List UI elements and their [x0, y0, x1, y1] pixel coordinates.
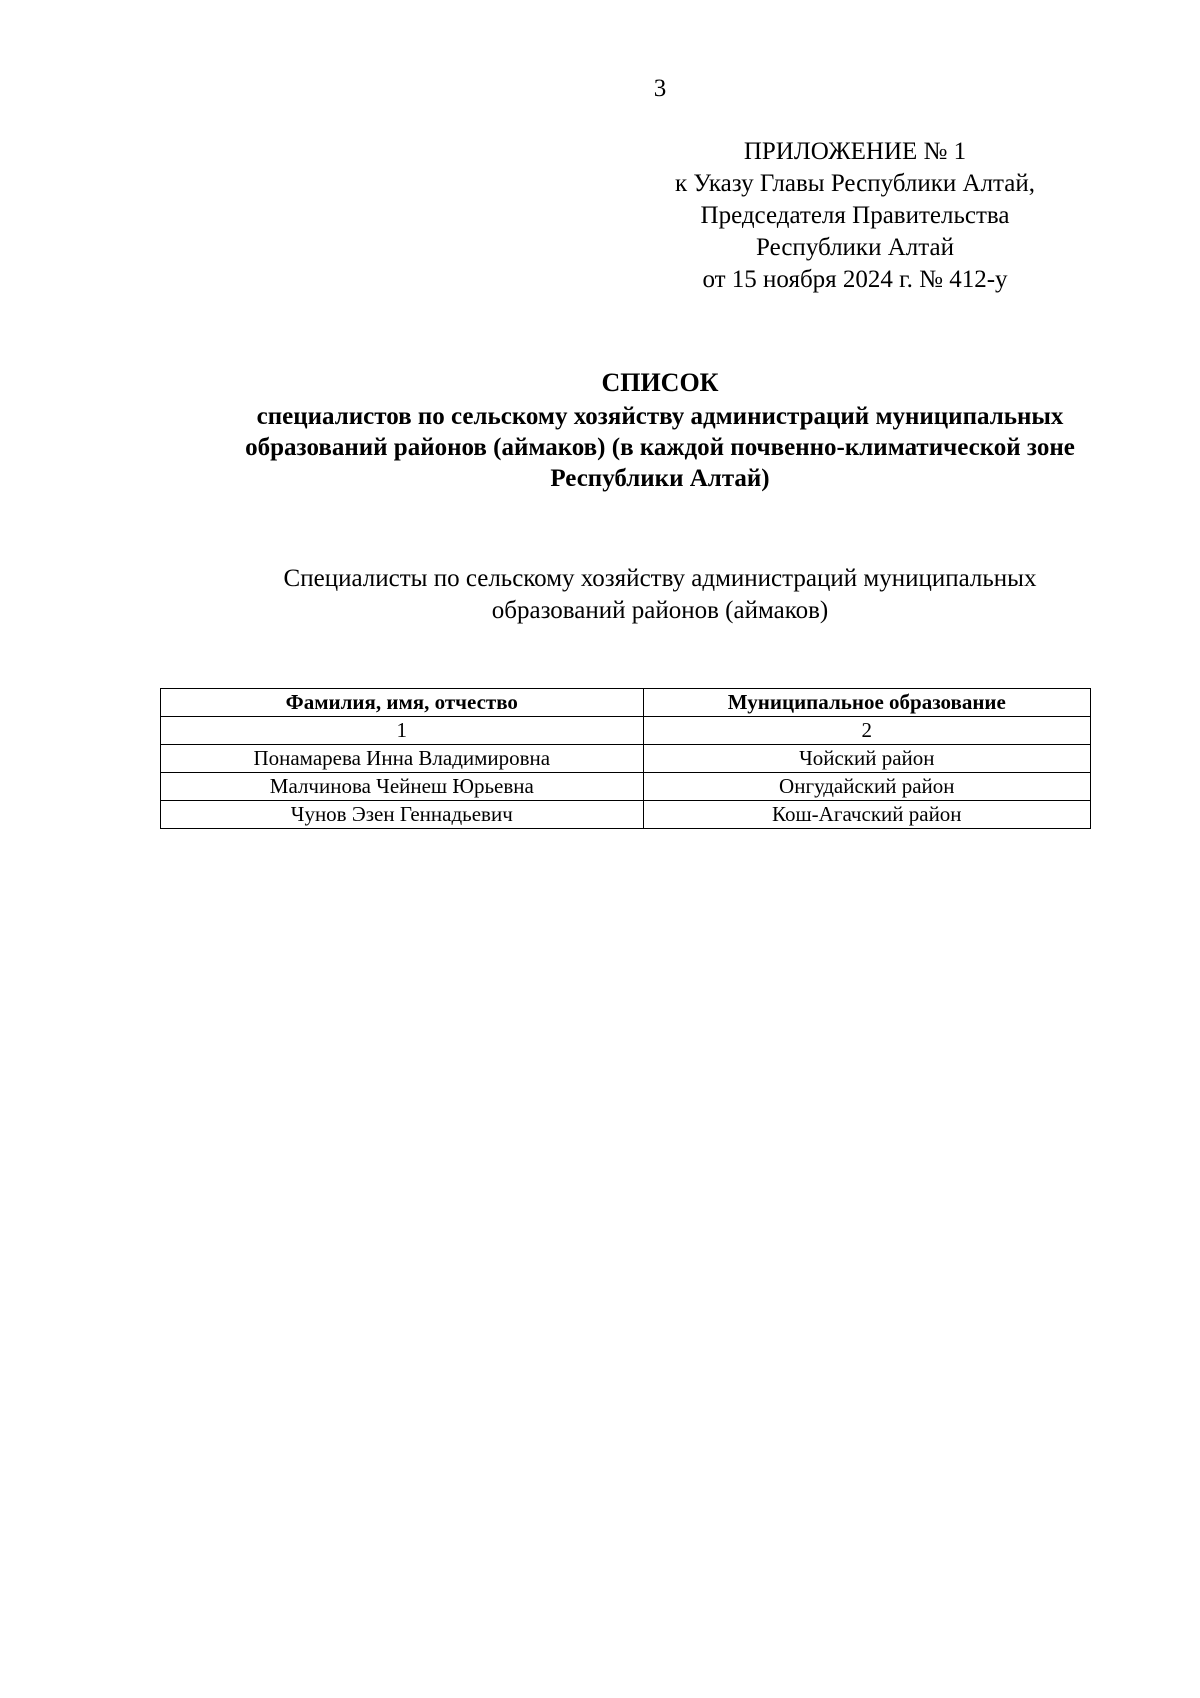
header-full-name: Фамилия, имя, отчество [161, 689, 644, 717]
table-row [161, 801, 1091, 829]
table-row [161, 773, 1091, 801]
table-header-row [161, 689, 1091, 717]
appendix-line: от 15 ноября 2024 г. № 412-у [702, 266, 1008, 293]
page-number: 3 [653, 75, 667, 102]
document-title-line: образований районов (аймаков) (в каждой почвенно-климатической зоне [245, 434, 1075, 461]
appendix-line: Республики Алтай [756, 234, 954, 261]
appendix-line: к Указу Главы Республики Алтай, [674, 170, 1035, 197]
table-row [161, 745, 1091, 773]
municipality-cell: Кош-Агачский район [643, 801, 1090, 829]
municipality-cell: Онгудайский район [643, 773, 1090, 801]
full-name-cell: Чунов Эзен Геннадьевич [161, 801, 644, 829]
section-subtitle [200, 563, 1120, 627]
column-number: 1 [161, 717, 644, 745]
document-title-block [160, 367, 1160, 494]
appendix-line: ПРИЛОЖЕНИЕ № 1 [743, 138, 967, 165]
document-title-line: Республики Алтай) [550, 465, 770, 492]
section-subtitle-line: Специалисты по сельскому хозяйству администраций муниципальных [283, 565, 1037, 592]
appendix-line: Председателя Правительства [700, 202, 1010, 229]
municipality-cell: Чойский район [643, 745, 1090, 773]
document-title-line: специалистов по сельскому хозяйству администраций муниципальных [256, 403, 1064, 430]
table-column-number-row [161, 717, 1091, 745]
column-number: 2 [643, 717, 1090, 745]
full-name-cell: Малчинова Чейнеш Юрьевна [161, 773, 644, 801]
specialists-table [160, 688, 1091, 829]
document-title: СПИСОК [601, 368, 719, 397]
full-name-cell: Понамарева Инна Владимировна [161, 745, 644, 773]
section-subtitle-line: образований районов (аймаков) [491, 597, 829, 624]
appendix-header [640, 136, 1070, 296]
header-municipality: Муниципальное образование [643, 689, 1090, 717]
